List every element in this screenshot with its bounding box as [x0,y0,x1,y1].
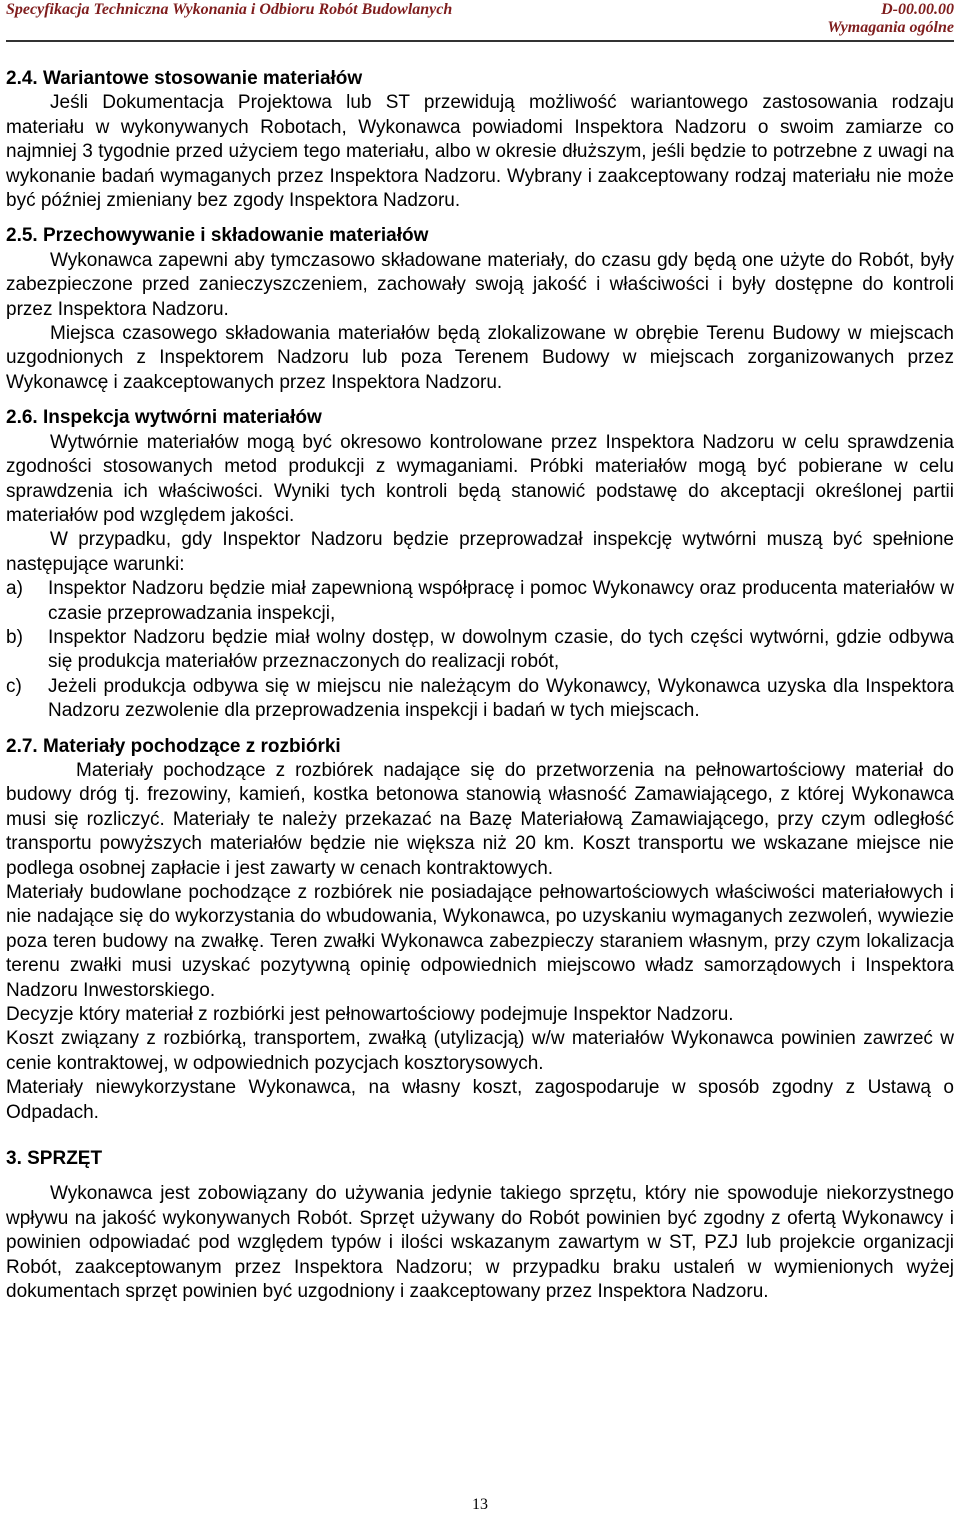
section-heading-2-5: 2.5. Przechowywanie i składowanie materiałów [6,225,429,247]
list-item-text: Jeżeli produkcja odbywa się w miejscu nie należącym do Wykonawcy, Wykonawca uzyska dla Inspektora Nadzoru zezwolenie dla przeprowadzenia inspekcji i badań w tych miejscach. [48,675,954,722]
section-3-paragraph: Wykonawca jest zobowiązany do używania jedynie takiego sprzętu, który nie spowoduje niekorzystnego wpływu na jakość wykonywanych Robót. Sprzęt używany do Robót powinien być zgodny z ofertą Wykonawcy i powinien odpowiadać pod względem typów i ilości wskazanym zawartym w ST, PZJ lub projekcie organizacji Robót, zaakceptowanym przez Inspektora Nadzoru; w przypadku braku ustaleń w wymienionych wyżej dokumentach sprzęt powinien być uzgodniony i zaakceptowany przez Inspektora Nadzoru. [6,1183,954,1303]
section-2-5-paragraph-1: Wykonawca zapewni aby tymczasowo składowane materiały, do czasu gdy będą one użyte do Robót, były zabezpieczone przed zanieczyszczeniem, zachowały swoją jakość i właściwości i były dostępne do kontroli przez Inspektora Nadzoru. [6,249,954,320]
section-heading-3: 3. SPRZĘT [6,1148,103,1170]
section-2-5-paragraph-2: Miejsca czasowego składowania materiałów będą zlokalizowane w obrębie Terenu Budowy w miejscach uzgodnionych z Inspektorem Nadzoru lub poza Terenem Budowy w miejscach zorganizowanych przez Wykonawcę i zaakceptowanych przez Inspektora Nadzoru. [6,323,954,393]
spacer [6,1125,954,1147]
page-header [6,0,954,44]
conditions-list [6,577,954,723]
list-item [6,577,954,626]
header-code: D-00.00.00 [881,1,954,18]
section-2-7-paragraph-4: Koszt związany z rozbiórką, transportem, zwałką (utylizacją) w/w materiałów Wykonawca powinien zawrzeć w cenie kontraktowej, w odpowiednich pozycjach kosztorysowych. [6,1028,954,1074]
spacer [6,213,954,224]
list-item-text: Inspektor Nadzoru będzie miał wolny dostęp, w dowolnym czasie, do tych części wytwórni, gdzie odbywa się produkcja materiałów przeznaczonych do realizacji robót, [48,626,954,673]
list-item [6,675,954,724]
section-heading-2-7: 2.7. Materiały pochodzące z rozbiórki [6,735,341,757]
spacer [6,1171,954,1182]
section-2-6-paragraph-1: Wytwórnie materiałów mogą być okresowo kontrolowane przez Inspektora Nadzoru w celu sprawdzenia zgodności stosowanych metod produkcji z wymaganiami. Próbki materiałów mogą być pobierane w celu sprawdzenia ich właściwości. Wyniki tych kontroli będą stanowić podstawę do akceptacji określonej partii materiałów pod względem jakości. [6,431,954,526]
list-marker: a) [6,578,23,600]
header-rule [6,40,954,42]
list-marker: b) [6,626,23,648]
spacer [6,724,954,735]
header-subtitle: Wymagania ogólne [827,19,954,36]
list-item [6,626,954,675]
section-heading-2-4: 2.4. Wariantowe stosowanie materiałów [6,68,363,89]
list-marker: c) [6,675,22,697]
section-2-7-paragraph-3: Decyzje który materiał z rozbiórki jest pełnowartościowy podejmuje Inspektor Nadzoru. [6,1004,734,1026]
page-number: 13 [472,1496,488,1513]
section-2-7-paragraph-5: Materiały niewykorzystane Wykonawca, na własny koszt, zagospodaruje w sposób zgodny z Ustawą o Odpadach. [6,1077,954,1123]
section-heading-2-6: 2.6. Inspekcja wytwórni materiałów [6,407,322,429]
spacer [6,395,954,406]
header-title: Specyfikacja Techniczna Wykonania i Odbioru Robót Budowlanych [6,1,453,18]
section-2-6-paragraph-2: W przypadku, gdy Inspektor Nadzoru będzie przeprowadzał inspekcję wytwórni muszą być spełnione następujące warunki: [6,529,954,575]
list-item-text: Inspektor Nadzoru będzie miał zapewnioną współpracę i pomoc Wykonawcy oraz producenta materiałów w czasie przeprowadzania inspekcji, [48,578,954,624]
section-2-4-paragraph: Jeśli Dokumentacja Projektowa lub ST przewidują możliwość wariantowego zastosowania rodzaju materiału w wykonywanych Robotach, Wykonawca powiadomi Inspektora Nadzoru o swoim zamiarze co najmniej 3 tygodnie przed użyciem tego materiału, albo w okresie dłuższym, jeśli będzie to potrzebne z uwagi na wykonanie badań wymaganych przez Inspektora Nadzoru. Wybrany i zaakceptowany rodzaj materiału nie może być później zmieniany bez zgody Inspektora Nadzoru. [6,92,954,212]
section-2-7-paragraph-2: Materiały budowlane pochodzące z rozbiórek nie posiadające pełnowartościowych właściwości materiałowych i nie nadające się do wykorzystania do wbudowania, Wykonawca, po uzyskaniu wymaganych zezwoleń, wywiezie poza teren budowy na zwałkę. Teren zwałki Wykonawca zabezpieczy staraniem własnym, przy czym lokalizacja terenu zwałki musi uzyskać pozytywną opinię odpowiednich miejscowo władz samorządowych i Inspektora Nadzoru Inwestorskiego. [6,882,954,1001]
document-body [6,67,954,1305]
section-2-7-paragraph-1: Materiały pochodzące z rozbiórek nadające się do przetworzenia na pełnowartościowy materiał do budowy dróg tj. frezowiny, kamień, kostka betonowa stanowią własność Zamawiającego, z której Wykonawca musi się rozliczyć. Materiały te należy przekazać na Bazę Materiałową Zamawiającego, przy czym odległość transportu powyższych materiałów będzie nie większa niż 20 km. Koszt transportu we wskazane miejsce nie podlega osobnej zapłacie i jest zawarty w cenach kontraktowych. [6,759,954,879]
